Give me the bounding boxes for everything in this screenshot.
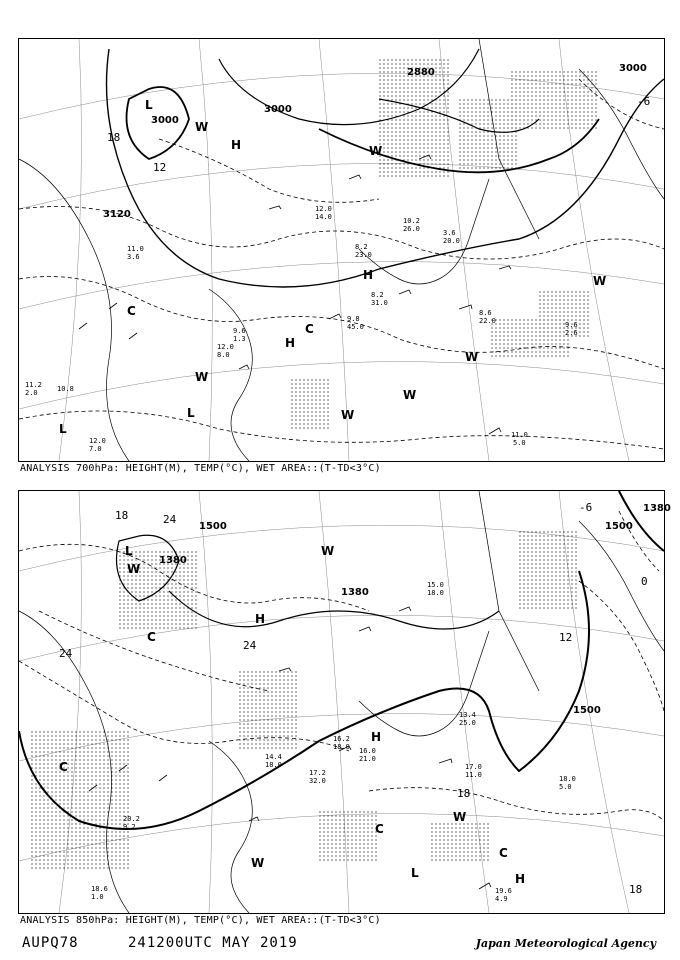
station-value: 20.2 (123, 815, 140, 823)
station-value: 12.0 (89, 437, 106, 445)
warm-symbol: W (341, 408, 355, 422)
height-label: 2880 (407, 67, 435, 78)
high-symbol: H (371, 730, 382, 744)
station-value: 18.0 (265, 761, 282, 769)
temp-label: 24 (163, 513, 177, 526)
temp-label: 18 (457, 787, 471, 800)
station-value: 3.6 (127, 253, 140, 261)
station-value: 18.0 (427, 589, 444, 597)
cold-symbol: C (59, 760, 68, 774)
station-value: 32.0 (309, 777, 326, 785)
station-value: 17.2 (309, 769, 326, 777)
low-symbol: L (125, 544, 133, 558)
cold-symbol: C (499, 846, 508, 860)
temp-label: 12 (153, 161, 167, 174)
station-value: 21.0 (359, 755, 376, 763)
low-symbol: L (411, 866, 419, 880)
station-value: 1.0 (91, 893, 104, 901)
station-value: 22.0 (479, 317, 496, 325)
station-value: 7.0 (89, 445, 102, 453)
station-value: 18.0 (559, 775, 576, 783)
station-value: 18.6 (91, 885, 108, 893)
high-symbol: H (515, 872, 526, 886)
station-value: 2.0 (25, 389, 38, 397)
temp-label: 24 (243, 639, 257, 652)
station-value: 8.0 (217, 351, 230, 359)
station-value: 5.0 (513, 439, 526, 447)
pressure-symbols (59, 98, 606, 436)
station-value: 18.0 (333, 743, 350, 751)
station-value: 31.0 (371, 299, 388, 307)
high-symbol: H (255, 612, 266, 626)
warm-symbol: W (403, 388, 417, 402)
high-symbol: H (285, 336, 296, 350)
station-value: 3.6 (443, 229, 456, 237)
map-panel-850hpa (18, 490, 671, 914)
height-label: 3000 (264, 104, 292, 115)
station-value: 11.0 (511, 431, 528, 439)
temp-label: -6 (637, 95, 651, 108)
map-850hpa-canvas (19, 491, 671, 913)
station-value: 2.6 (565, 329, 578, 337)
height-label: 1500 (605, 521, 633, 532)
station-value: 25.0 (459, 719, 476, 727)
station-value: 5.0 (559, 783, 572, 791)
height-label: 3000 (619, 63, 647, 74)
station-value: 9.2 (123, 823, 136, 831)
temp-label: 18 (115, 509, 129, 522)
station-value: 8.6 (479, 309, 492, 317)
temp-label: 12 (559, 631, 573, 644)
analysis-datetime: 241200UTC MAY 2019 (128, 935, 298, 951)
cold-symbol: C (147, 630, 156, 644)
station-value: 26.0 (403, 225, 420, 233)
station-value: 11.2 (25, 381, 42, 389)
high-symbol: H (363, 268, 374, 282)
station-value: 10.2 (403, 217, 420, 225)
warm-symbol: W (369, 144, 383, 158)
station-value: 23.0 (355, 251, 372, 259)
station-value: 12.0 (315, 205, 332, 213)
warm-symbol: W (127, 562, 141, 576)
temp-label: 18 (629, 883, 643, 896)
low-symbol: L (145, 98, 153, 112)
warm-symbol: W (453, 810, 467, 824)
station-value: 16.2 (333, 735, 350, 743)
station-value: 9.6 (233, 327, 246, 335)
station-value: 14.4 (265, 753, 282, 761)
cold-symbol: C (305, 322, 314, 336)
station-value: 8.2 (355, 243, 368, 251)
wet-area-stipple (29, 531, 579, 871)
low-symbol: L (187, 406, 195, 420)
low-symbol: L (59, 422, 67, 436)
temp-label: -6 (579, 501, 593, 514)
station-value: 9.8 (347, 315, 360, 323)
height-label: 3000 (151, 115, 179, 126)
station-value: 11.0 (127, 245, 144, 253)
station-value: 8.2 (371, 291, 384, 299)
height-label: 1500 (573, 705, 601, 716)
warm-symbol: W (195, 370, 209, 384)
station-value: 45.0 (347, 323, 364, 331)
station-value: 16.0 (359, 747, 376, 755)
temp-label: 24 (59, 647, 73, 660)
warm-symbol: W (465, 350, 479, 364)
station-value: 12.0 (217, 343, 234, 351)
agency-name: Japan Meteorological Agency (475, 937, 656, 950)
cold-symbol: C (375, 822, 384, 836)
warm-symbol: W (195, 120, 209, 134)
height-label: 1380 (341, 587, 369, 598)
caption-850hpa: ANALYSIS 850hPa: HEIGHT(M), TEMP(°C), WET AREA::(T-TD<3°C) (20, 915, 381, 926)
station-value: 9.6 (565, 321, 578, 329)
station-value: 1.3 (233, 335, 246, 343)
station-value: 10.8 (57, 385, 74, 393)
temp-label: 0 (641, 575, 648, 588)
station-value: 19.6 (495, 887, 512, 895)
station-value: 20.0 (443, 237, 460, 245)
height-label: 1380 (643, 503, 671, 514)
station-value: 11.0 (465, 771, 482, 779)
warm-symbol: W (251, 856, 265, 870)
map-panel-700hpa (18, 38, 665, 462)
station-value: 17.0 (465, 763, 482, 771)
caption-700hpa: ANALYSIS 700hPa: HEIGHT(M), TEMP(°C), WET AREA::(T-TD<3°C) (20, 463, 381, 474)
warm-symbol: W (321, 544, 335, 558)
height-label: 3120 (103, 209, 131, 220)
height-label: 1500 (199, 521, 227, 532)
cold-symbol: C (127, 304, 136, 318)
high-symbol: H (231, 138, 242, 152)
warm-symbol: W (593, 274, 607, 288)
map-700hpa-canvas (19, 39, 664, 461)
chart-code: AUPQ78 (22, 935, 79, 951)
height-label: 1380 (159, 555, 187, 566)
station-value: 14.0 (315, 213, 332, 221)
station-value: 13.4 (459, 711, 476, 719)
station-value: 15.0 (427, 581, 444, 589)
temp-label: 18 (107, 131, 121, 144)
station-value: 4.9 (495, 895, 508, 903)
